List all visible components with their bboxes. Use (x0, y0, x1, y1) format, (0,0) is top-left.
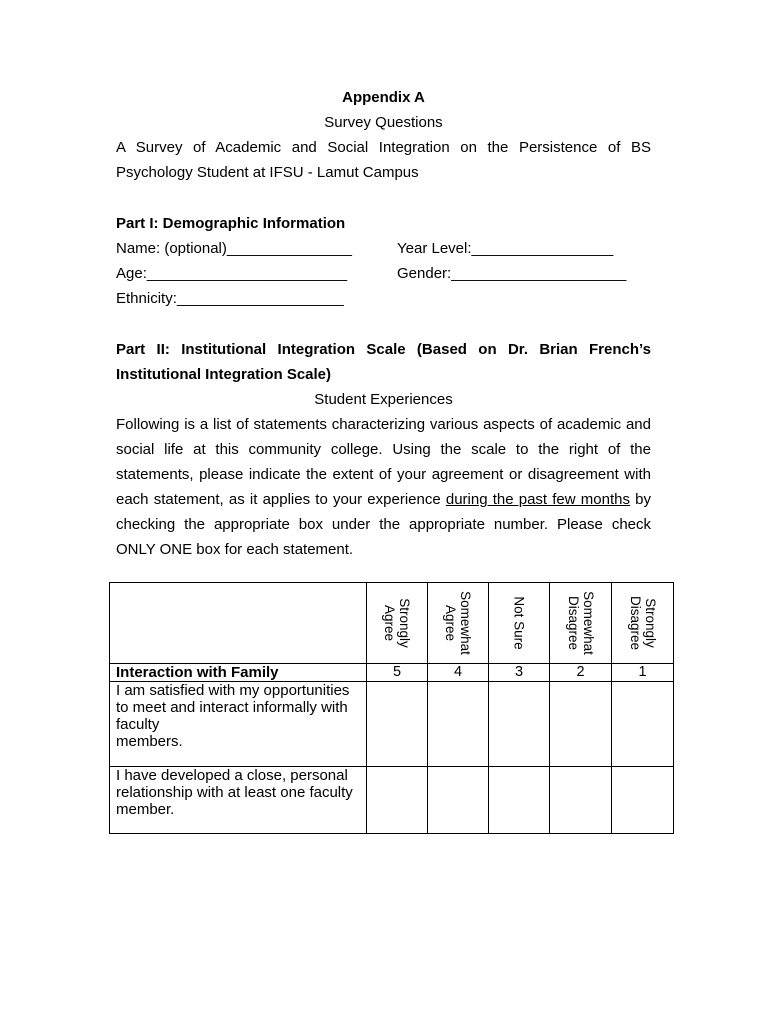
table-row (110, 682, 674, 767)
category-label: Interaction with Family (110, 664, 367, 682)
survey-questions-subheading: Survey Questions (324, 114, 443, 131)
demographic-row-3 (116, 286, 651, 311)
answer-box[interactable] (612, 682, 674, 767)
answer-box[interactable] (550, 767, 612, 834)
survey-table (109, 582, 674, 834)
answer-box[interactable] (428, 767, 489, 834)
header-not-sure (489, 583, 550, 664)
instructions-paragraph (116, 412, 651, 562)
statement-cell: I have developed a close, personal relationship with at least one faculty member. (110, 767, 367, 834)
part2-title: Part II: Institutional Integration Scale (Based on Dr. Brian French’s Institutional Integration Scale) (116, 341, 651, 383)
scale-number: 5 (367, 664, 428, 682)
table-row (110, 767, 674, 834)
statement-cell: I am satisfied with my opportunities to meet and interact informally with faculty members. (110, 682, 367, 767)
header-label: Strongly Agree (382, 598, 412, 648)
scale-number: 1 (612, 664, 674, 682)
header-somewhat-agree (428, 583, 489, 664)
instructions-text-before: Following is a list of statements characterizing various aspects of academic and social life at this community college. Using the scale to the right of the statements, please indicate the extent of your agreement or disagreement with each statement, as it applies to your experience (116, 416, 651, 508)
header-somewhat-disagree (550, 583, 612, 664)
survey-title: A Survey of Academic and Social Integration on the Persistence of BS Psychology Student at IFSU - Lamut Campus (116, 139, 651, 181)
header-strongly-disagree (612, 583, 674, 664)
header-label: Not Sure (511, 596, 527, 650)
scale-number: 3 (489, 664, 550, 682)
header-blank-cell (110, 583, 367, 664)
year-level-field[interactable]: Year Level:_________________ (397, 240, 614, 257)
instructions-underlined: during the past few months (445, 491, 630, 508)
answer-box[interactable] (489, 682, 550, 767)
answer-box[interactable] (550, 682, 612, 767)
part1-title: Part I: Demographic Information (116, 215, 346, 232)
demographic-row-1 (116, 236, 651, 261)
answer-box[interactable] (367, 767, 428, 834)
student-experiences-title: Student Experiences (314, 391, 453, 408)
scale-header-row (110, 583, 674, 664)
scale-number: 2 (550, 664, 612, 682)
header-label: Somewhat Disagree (565, 591, 596, 655)
header-label: Somewhat Agree (443, 591, 473, 655)
gender-field[interactable]: Gender:_____________________ (397, 265, 627, 282)
document-page (116, 85, 651, 562)
header-label: Strongly Disagree (627, 595, 658, 651)
answer-box[interactable] (428, 682, 489, 767)
appendix-heading: Appendix A (342, 89, 425, 106)
answer-box[interactable] (612, 767, 674, 834)
age-field[interactable]: Age:________________________ (116, 265, 348, 282)
instructions-text-after: by checking the appropriate box under the appropriate number. Please check ONLY ONE box for each statement. (116, 491, 651, 558)
category-row (110, 664, 674, 682)
ethnicity-field[interactable]: Ethnicity:____________________ (116, 290, 344, 307)
name-field[interactable]: Name: (optional)_______________ (116, 240, 353, 257)
scale-number: 4 (428, 664, 489, 682)
demographic-row-2 (116, 261, 651, 286)
answer-box[interactable] (489, 767, 550, 834)
header-strongly-agree (367, 583, 428, 664)
answer-box[interactable] (367, 682, 428, 767)
